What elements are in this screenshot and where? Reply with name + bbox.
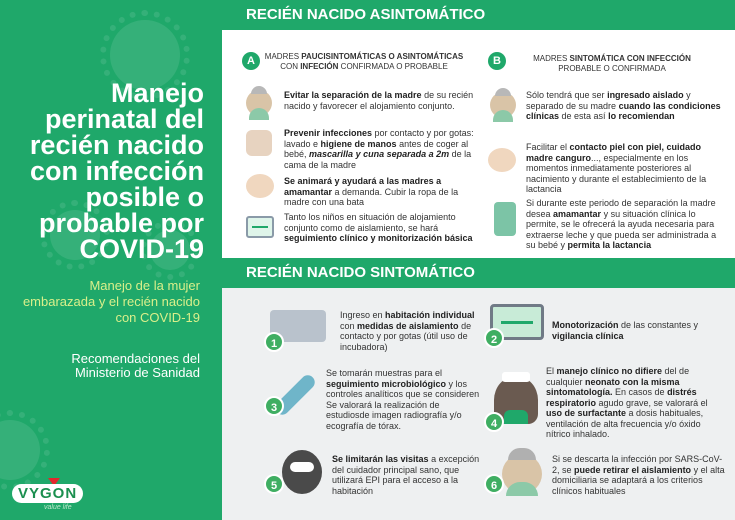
page-title: Manejo perinatal del recién nacido con infección posible o probable por COVID-19 [29, 78, 204, 264]
sintomatico-item-6: Si se descarta la infección por SARS-CoV-2, se puede retirar el aislamiento y el alta domiciliaria se adaptará a los criterios clínicos habituales [552, 454, 725, 496]
grandmother-icon [490, 92, 516, 118]
breast-pump-icon [494, 202, 516, 236]
col-a-item-1: Evitar la separación de la madre de su recién nacido y favorecer el alojamiento conjunto. [284, 90, 474, 111]
hand-washing-icon [246, 130, 272, 156]
breastfeeding-icon [246, 174, 274, 198]
logo-brand: VYGON [12, 484, 83, 503]
column-b-title: MADRES SINTOMÁTICA CON INFECCIÓN PROBABLE O CONFIRMADA [533, 54, 691, 73]
section-header-asintomatico: RECIÉN NACIDO ASINTOMÁTICO [222, 0, 735, 30]
virus-decoration-icon [0, 420, 40, 480]
step-number-1: 1 [264, 332, 284, 352]
section-asintomatico [222, 30, 735, 258]
col-b-item-2: Facilitar el contacto piel con piel, cuidado madre canguro..., especialmente en los momentos inmediatamente posteriores al nacimiento y durante el establecimiento de la lactancia [526, 142, 707, 194]
grandmother-icon [246, 90, 272, 116]
sintomatico-item-2: Monotorización de las constantes y vigilancia clínica [552, 320, 699, 341]
section-header-sintomatico: RECIÉN NACIDO SINTOMÁTICO [222, 258, 735, 288]
sintomatico-item-3: Se tomarán muestras para el seguimiento microbiológico y los controles analíticos que se consideren Se valorará la realización de estudiosde imagen radiografía y/o ecografía de tórax. [326, 368, 480, 431]
left-panel [0, 0, 222, 520]
ministry-note: Recomendaciones del Ministerio de Sanidad [71, 351, 200, 380]
page-subtitle: Manejo de la mujer embarazada y el recién nacido con COVID-19 [22, 278, 200, 325]
step-number-6: 6 [484, 474, 504, 494]
logo-tagline: value life [44, 504, 72, 511]
sintomatico-item-1: Ingreso en habitación individual con medidas de aislamiento de contacto y por gotas (útil uso de incubadora) [340, 310, 475, 352]
step-number-3: 3 [264, 396, 284, 416]
grandmother-icon [502, 454, 542, 494]
content-area [222, 0, 735, 520]
sintomatico-item-4: El manejo clínico no difiere del de cualquier neonato con la misma sintomatología. En casos de distrés respiratorio agudo grave, se valorará el uso de surfactante a dosis habituales, ventilación de alta frecuencia y/o óxido nítrico inhalado. [546, 366, 708, 439]
baby-icon [488, 148, 516, 172]
sintomatico-item-5: Se limitarán las visitas a excepción del cuidador principal sano, que utilizará EPI para el acceso a la habitación [332, 454, 480, 496]
step-number-5: 5 [264, 474, 284, 494]
badge-b: B [488, 52, 506, 70]
col-a-item-3: Se animará y ayudará a las madres a amamantar a demanda. Cubir la ropa de la madre con una bata [284, 176, 459, 207]
mask-person-icon [282, 450, 322, 494]
column-a-title: MADRES PAUCISINTOMÁTICAS O ASINTOMÁTICAS CON INFECIÓN CONFIRMADA O PROBABLE [264, 52, 464, 71]
section-sintomatico [222, 288, 735, 520]
vygon-logo [12, 478, 112, 512]
col-b-item-3: Si durante este periodo de separación la madre desea amamantar y su situación clínica lo permite, se le ofrecerá la ayuda necesaria para extraerse leche y que pueda ser administrada a su bebé y permita la lactancia [526, 198, 717, 250]
step-number-2: 2 [484, 328, 504, 348]
col-b-item-1: Sólo tendrá que ser ingresado aislado y separado de su madre cuando las condiciones clínicas de esta así lo recomiendan [526, 90, 721, 121]
incubator-monitor-icon [246, 216, 274, 238]
col-a-item-2: Prevenir infecciones por contacto y por gotas: lavado e higiene de manos antes de coger al bebé, mascarilla y cuna separada a 2m de la cama de la madre [284, 128, 474, 170]
badge-a: A [242, 52, 260, 70]
step-number-4: 4 [484, 412, 504, 432]
col-a-item-4: Tanto los niños en situación de alojamiento conjunto como de aislamiento, se hará seguimiento clínico y monitorización básica [284, 212, 473, 243]
